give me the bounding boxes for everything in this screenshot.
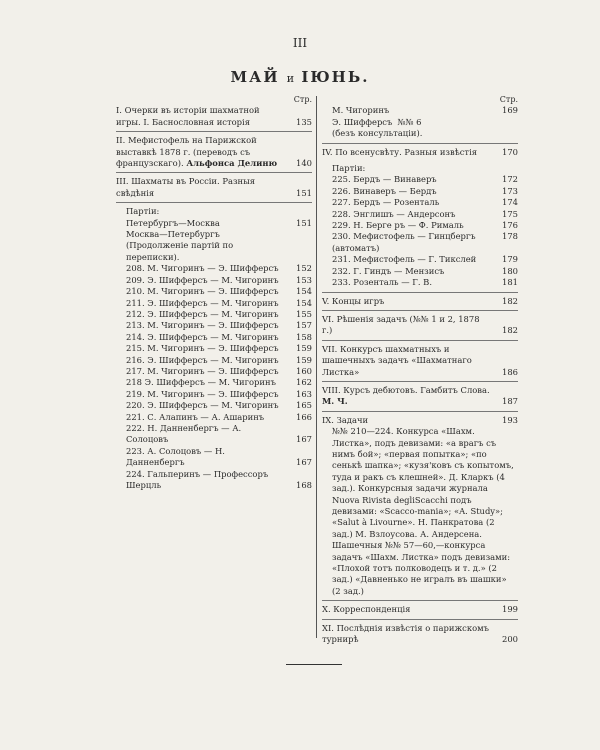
- entry-page: 151: [296, 217, 312, 228]
- entry-page: 165: [296, 400, 312, 411]
- game-title: 224. Гальперинъ — Профессоръ Шерцль: [126, 468, 269, 490]
- group-entry: [116, 218, 312, 264]
- party-label: Партіи:: [126, 206, 160, 217]
- entry-title: III. Шахматы въ Россіи. Разныя свѣдѣнія: [116, 176, 256, 198]
- toc-entry: [116, 176, 312, 199]
- game-entry: [116, 377, 312, 388]
- entry-author: М. Ч.: [322, 396, 348, 407]
- entry-page: 151: [296, 187, 312, 198]
- divider: [322, 340, 518, 341]
- game-entry: [116, 446, 312, 469]
- entry-page: 154: [296, 286, 312, 297]
- toc-entry: [322, 415, 518, 426]
- group-note: (безъ консультаціи).: [332, 128, 423, 139]
- toc-entry: [116, 135, 312, 169]
- entry-page: 169: [502, 105, 518, 116]
- game-entry: [116, 332, 312, 343]
- party-label: Партіи:: [332, 163, 366, 174]
- toc-entry: [322, 344, 518, 378]
- game-entry: [322, 174, 518, 185]
- divider: [322, 381, 518, 382]
- game-title: 229. Н. Берге ръ — Ф. Рималь: [332, 220, 464, 231]
- game-title: 214. Э. Шифферсъ — М. Чигоринъ: [126, 331, 279, 342]
- entry-title: VIII. Курсъ дебютовъ. Гамбитъ Слова.: [322, 384, 490, 395]
- entry-page: 162: [296, 377, 312, 388]
- game-entry: [116, 412, 312, 423]
- game-title: 216. Э. Шифферсъ — М. Чигоринъ: [126, 354, 279, 365]
- entry-page: 179: [502, 254, 518, 265]
- divider: [322, 619, 518, 620]
- entry-title: I. Очерки въ исторіи шахматной игры. I. Баснословная исторія: [116, 105, 260, 127]
- group-line: Э. Шифферсъ №№ 6: [332, 116, 422, 127]
- entry-page: 160: [296, 365, 312, 376]
- entry-title: VI. Рѣшенія задачъ (№№ 1 и 2, 1878 г.): [322, 313, 480, 336]
- entry-page: 182: [502, 325, 518, 336]
- problem-mark: №№ 6: [397, 116, 422, 127]
- group-line: Москва—Петербургъ: [126, 229, 220, 240]
- entry-page: 175: [502, 208, 518, 219]
- game-title: 208. М. Чигоринъ — Э. Шифферсъ: [126, 263, 279, 274]
- group-entry: [322, 105, 518, 139]
- game-title: 213. М. Чигоринъ — Э. Шифферсъ: [126, 320, 279, 331]
- game-title: 209. Э. Шифферсъ — М. Чигоринъ: [126, 274, 279, 285]
- game-title: 233. Розенталь — Г. В.: [332, 277, 432, 288]
- page-column-label: Стр.: [293, 95, 312, 104]
- game-title: 212. Э. Шифферсъ — М. Чигоринъ: [126, 308, 279, 319]
- game-title: 228. Энглишъ — Андерсонъ: [332, 208, 456, 219]
- page-number: III: [292, 36, 308, 50]
- divider: [116, 131, 312, 132]
- game-entry: [116, 366, 312, 377]
- game-title: 227. Бердъ — Розенталь: [332, 197, 440, 208]
- game-entry: [116, 423, 312, 446]
- game-title: 232. Г. Гиндъ — Мензисъ: [332, 265, 445, 276]
- game-title: 230. Мефистофель — Гинцбергъ (автоматъ): [332, 231, 476, 253]
- game-entry: [116, 400, 312, 411]
- left-column: [116, 94, 312, 491]
- toc-entry: [322, 604, 518, 615]
- entry-page: 140: [296, 158, 312, 169]
- problems-description: №№ 210—224. Конкурса «Шахм. Листка», подъ девизами: «а врагъ съ нимъ бой»; «первая попытка»; «по сенькѣ шапка»; «кузя'ковъ съ копытомъ, туда и ракъ съ клешней». Д. Кларкъ (4 зад.). Конкурсныя задачи журнала Nuova Rivista degliScacchi подъ девизами: «Scacco-mania»; «A. Study»; «Salut à Livourne». Н. Панкратова (2 зад.) М. Взлоусова. А. Андерсена. Шашечныя №№ 57—60,—конкурса задачъ «Шахм. Листка» подъ девизами: «Плохой тотъ полководецъ и т. д.» (2 зад.) «Давненько не игралъ въ шашки» (2 зад.): [332, 426, 514, 596]
- game-title: 219. М. Чигоринъ — Э. Шифферсъ: [126, 388, 279, 399]
- heading-main: МАЙ: [230, 68, 280, 86]
- entry-title: XI. Послѣднія извѣстія о парижскомъ турнирѣ: [322, 622, 489, 645]
- entry-author: Альфонса Делиню: [186, 158, 278, 169]
- entry-page: 158: [296, 331, 312, 342]
- column-divider: [316, 96, 317, 638]
- toc-entry: [322, 623, 518, 646]
- entry-page: 159: [296, 343, 312, 354]
- toc-entry: [322, 385, 518, 408]
- divider: [116, 172, 312, 173]
- entry-page: 187: [502, 396, 518, 407]
- entry-page: 159: [296, 354, 312, 365]
- entry-page: 172: [502, 174, 518, 185]
- game-title: 218 Э. Шифферсъ — М. Чигоринъ: [126, 377, 276, 388]
- entry-title: IX. Задачи: [322, 414, 369, 425]
- entry-page: 135: [296, 116, 312, 127]
- game-entry: [116, 343, 312, 354]
- game-title: 221. С. Алапинъ — А. Ашаринъ: [126, 411, 265, 422]
- entry-page: 200: [502, 634, 518, 645]
- entry-page: 152: [296, 263, 312, 274]
- game-entry: [322, 254, 518, 265]
- entry-title: II. Мефистофель на Парижской выставкѣ 1878 г. (переводъ съ французскаго).: [116, 135, 257, 169]
- game-entry: [116, 389, 312, 400]
- game-entry: [116, 355, 312, 366]
- game-title: 215. М. Чигоринъ — Э. Шифферсъ: [126, 343, 279, 354]
- game-title: 210. М. Чигоринъ — Э. Шифферсъ: [126, 286, 279, 297]
- game-entry: [322, 231, 518, 254]
- entry-page: 168: [296, 480, 312, 490]
- game-entry: [116, 263, 312, 274]
- entry-page: 199: [502, 604, 518, 615]
- bottom-rule: [286, 664, 342, 665]
- heading-conj: и: [286, 72, 295, 85]
- game-entry: [116, 298, 312, 309]
- group-line: Петербургъ—Москва: [126, 217, 220, 228]
- entry-page: 193: [502, 414, 518, 425]
- entry-page: 153: [296, 274, 312, 285]
- page-column-label: Стр.: [499, 95, 518, 104]
- entry-page: 182: [502, 295, 518, 306]
- right-column: [322, 94, 518, 645]
- entry-title: VII. Конкурсъ шахматныхъ и шашечныхъ задачъ «Шахматнаго Листка»: [322, 343, 472, 377]
- entry-title: V. Концы игръ: [322, 295, 385, 306]
- game-entry: [322, 266, 518, 277]
- game-entry: [116, 275, 312, 286]
- entry-page: 170: [502, 146, 518, 157]
- game-title: 222. Н. Данненбергъ — А. Солоцовъ: [126, 422, 242, 445]
- game-entry: [322, 186, 518, 197]
- toc-entry: [116, 105, 312, 128]
- entry-title: X. Корреспонденція: [322, 604, 411, 615]
- entry-page: 163: [296, 388, 312, 399]
- game-entry: [116, 286, 312, 297]
- game-title: 226. Винаверъ — Бердъ: [332, 185, 437, 196]
- game-title: 217. М. Чигоринъ — Э. Шифферсъ: [126, 365, 279, 376]
- game-entry: [322, 277, 518, 288]
- game-title: 231. Мефистофель — Г. Тикслей: [332, 254, 477, 265]
- game-entry: [322, 197, 518, 208]
- entry-page: 176: [502, 220, 518, 231]
- divider: [322, 310, 518, 311]
- game-title: 223. А. Солоцовъ — Н. Данненбергъ: [126, 445, 225, 468]
- game-title: 211. Э. Шифферсъ — М. Чигоринъ: [126, 297, 279, 308]
- entry-page: 167: [296, 457, 312, 468]
- entry-page: 174: [502, 197, 518, 208]
- entry-page: 157: [296, 320, 312, 331]
- toc-entry: [322, 296, 518, 307]
- divider: [322, 292, 518, 293]
- divider: [322, 143, 518, 144]
- heading-second: ІЮНЬ.: [301, 68, 370, 86]
- entry-page: 166: [296, 411, 312, 422]
- entry-title: IV. По всенусвѣту. Разныя извѣстія: [322, 146, 478, 157]
- game-title: 225. Бердъ — Винаверъ: [332, 174, 437, 185]
- entry-page: 181: [502, 277, 518, 288]
- entry-page: 167: [296, 434, 312, 445]
- divider: [322, 411, 518, 412]
- divider: [322, 600, 518, 601]
- game-entry: [116, 320, 312, 331]
- entry-page: 186: [502, 366, 518, 377]
- entry-page: 154: [296, 297, 312, 308]
- group-line: (Продолженіе партій по переписки).: [126, 240, 234, 262]
- toc-entry: [322, 147, 518, 158]
- entry-page: 173: [502, 185, 518, 196]
- game-entry: [322, 220, 518, 231]
- game-entry: [116, 309, 312, 320]
- game-title: 220. Э. Шифферсъ — М. Чигоринъ: [126, 400, 279, 411]
- entry-page: 180: [502, 265, 518, 276]
- page-heading: [0, 68, 600, 86]
- entry-page: 155: [296, 308, 312, 319]
- divider: [116, 202, 312, 203]
- group-line: М. Чигоринъ: [332, 105, 390, 116]
- toc-entry: [322, 314, 518, 337]
- game-entry: [322, 209, 518, 220]
- game-entry: [116, 469, 312, 492]
- entry-page: 178: [502, 231, 518, 242]
